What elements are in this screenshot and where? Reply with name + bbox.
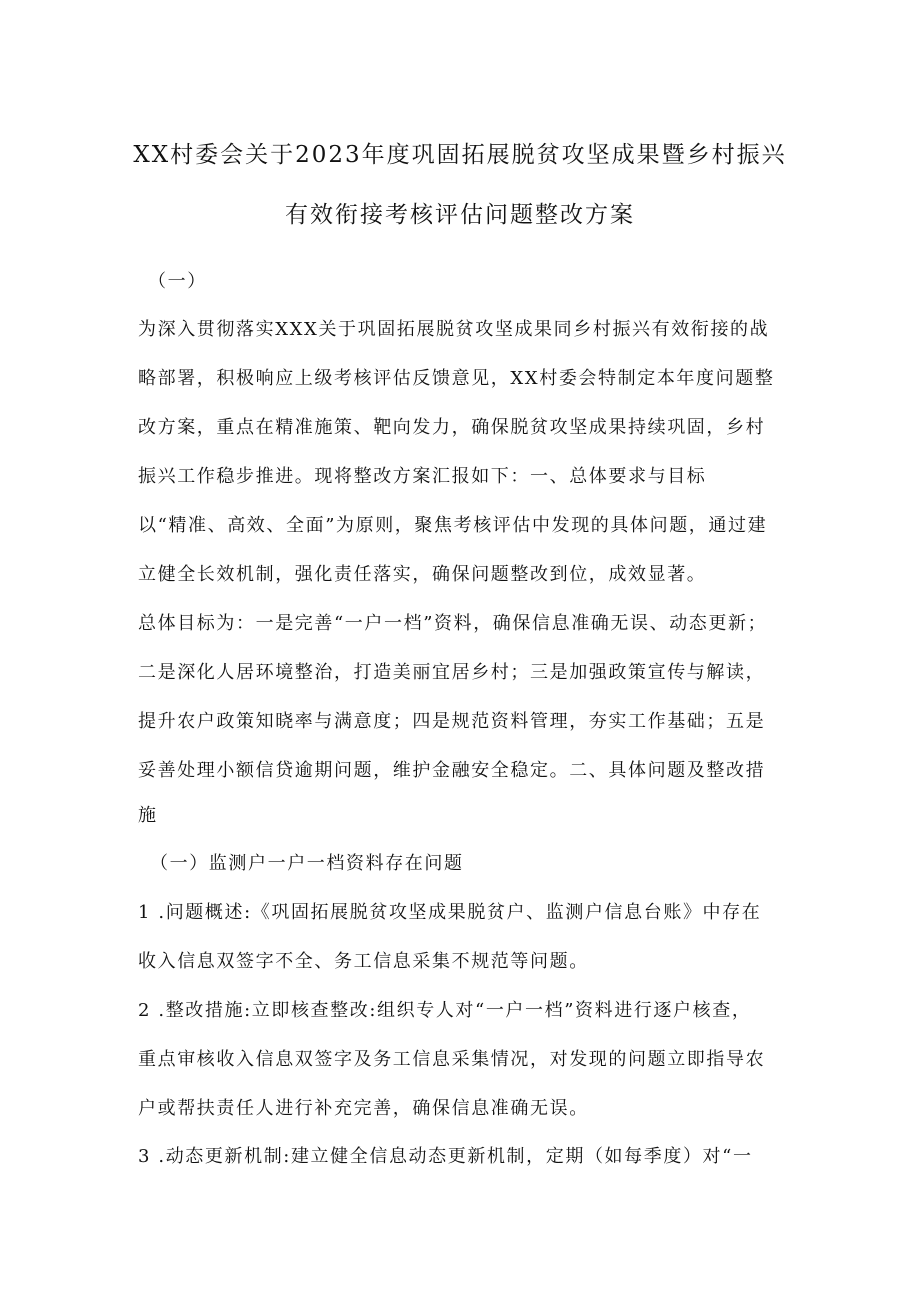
list-item-line: 户或帮扶责任人进行补充完善，确保信息准确无误。 [138, 1098, 589, 1119]
paragraph-line: 以“精准、高效、全面”为原则，聚焦考核评估中发现的具体问题，通过建 [138, 515, 768, 536]
document-title-line-1: XX村委会关于2023年度巩固拓展脱贫攻坚成果暨乡村振兴 [133, 142, 787, 168]
paragraph-line: 二是深化人居环境整治，打造美丽宜居乡村；三是加强政策宣传与解读， [138, 662, 766, 683]
list-item-line: 收入信息双签字不全、务工信息采集不规范等问题。 [138, 951, 589, 972]
list-item-line: 3 .动态更新机制:建立健全信息动态更新机制，定期（如每季度）对“一 [138, 1146, 753, 1167]
subsection-heading: （一）监测户一户一档资料存在问题 [150, 853, 464, 874]
paragraph-line: 施 [138, 805, 158, 826]
list-item-line: 重点审核收入信息双签字及务工信息采集情况，对发现的问题立即指导农 [138, 1049, 766, 1070]
paragraph-line: 总体目标为：一是完善“一户一档”资料，确保信息准确无误、动态更新； [138, 613, 768, 634]
paragraph-line: 振兴工作稳步推进。现将整改方案汇报如下：一、总体要求与目标 [138, 466, 707, 487]
section-heading-1: （一） [148, 271, 207, 292]
paragraph-line: 立健全长效机制，强化责任落实，确保问题整改到位，成效显著。 [138, 564, 707, 585]
list-item-line: 2 .整改措施:立即核查整改:组织专人对“一户一档”资料进行逐户核查， [138, 1000, 752, 1021]
paragraph-line: 略部署，积极响应上级考核评估反馈意见，XX村委会特制定本年度问题整 [138, 368, 775, 389]
document-title-line-2: 有效衔接考核评估问题整改方案 [285, 202, 635, 228]
paragraph-line: 改方案，重点在精准施策、靶向发力，确保脱贫攻坚成果持续巩固，乡村 [138, 417, 766, 438]
paragraph-line: 为深入贯彻落实XXX关于巩固拓展脱贫攻坚成果同乡村振兴有效衔接的战 [138, 319, 770, 340]
paragraph-line: 提升农户政策知晓率与满意度；四是规范资料管理，夯实工作基础；五是 [138, 711, 766, 732]
list-item-line: 1 .问题概述:《巩固拓展脱贫攻坚成果脱贫户、监测户信息台账》中存在 [138, 902, 762, 923]
paragraph-line: 妥善处理小额信贷逾期问题，维护金融安全稳定。二、具体问题及整改措 [138, 760, 766, 781]
